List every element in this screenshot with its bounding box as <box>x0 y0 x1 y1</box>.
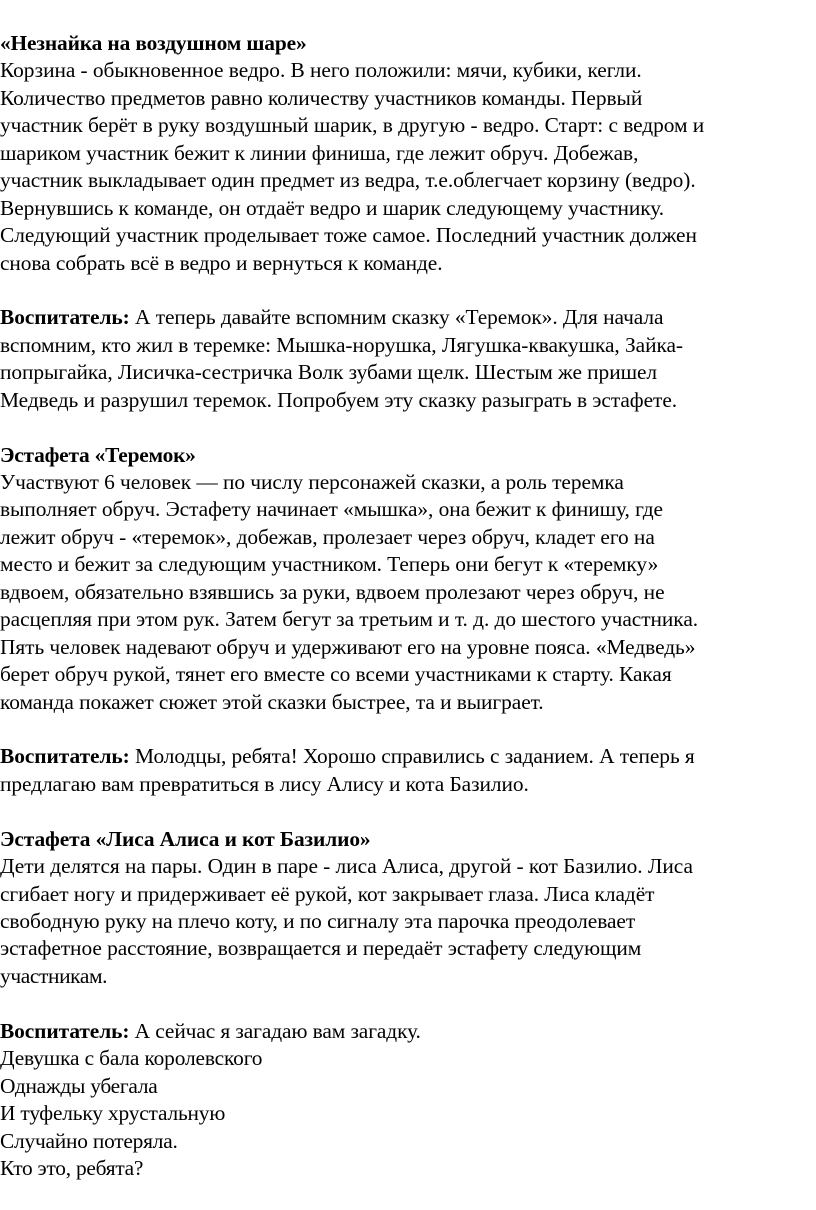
section-heading-neznayka: «Незнайка на воздушном шаре» <box>0 31 307 55</box>
riddle-line: Случайно потеряла. <box>0 1128 178 1153</box>
speaker-label: Воспитатель: <box>0 1018 130 1043</box>
paragraph-line: шариком участник бежит к линии финиша, где лежит обруч. Добежав, <box>0 140 639 165</box>
paragraph-line: Пять человек надевают обруч и удерживают его на уровне пояса. «Медведь» <box>0 634 696 659</box>
riddle-line: Девушка с бала королевского <box>0 1046 263 1071</box>
paragraph-line: Корзина - обыкновенное ведро. В него положили: мячи, кубики, кегли. <box>0 58 642 83</box>
paragraph-line: место и бежит за следующим участником. Теперь они бегут к «теремку» <box>0 552 659 577</box>
riddle-line: И туфельку хрустальную <box>0 1101 226 1126</box>
section-heading-teremok: Эстафета «Теремок» <box>0 442 196 467</box>
paragraph-line: вспомним, кто жил в теремке: Мышка-норушка, Лягушка-квакушка, Зайка- <box>0 332 683 357</box>
paragraph-line: попрыгайка, Лисичка-сестричка Волк зубами щелк. Шестым же пришел <box>0 360 658 385</box>
paragraph-spacer <box>0 414 816 441</box>
paragraph-line: команда покажет сюжет этой сказки быстрее, та и выиграет. <box>0 689 544 714</box>
paragraph-line: эстафетное расстояние, возвращается и передаёт эстафету следующим <box>0 936 642 961</box>
paragraph-line: выполняет обруч. Эстафету начинает «мышка», она бежит к финишу, где <box>0 497 663 522</box>
paragraph-line: свободную руку на плечо коту, и по сигналу эта парочка преодолевает <box>0 909 636 933</box>
paragraph-line: Дети делятся на пары. Один в паре - лиса Алиса, другой - кот Базилио. Лиса <box>0 854 693 879</box>
speaker-line <box>0 1018 816 1045</box>
paragraph-spacer <box>0 277 816 304</box>
paragraph-spacer <box>0 716 816 743</box>
paragraph-line: участникам. <box>0 963 108 988</box>
speaker-text: А теперь давайте вспомним сказку «Теремок». Для начала <box>129 305 664 330</box>
speaker-label: Воспитатель: <box>0 744 130 769</box>
speaker-label: Воспитатель: <box>0 305 130 330</box>
paragraph-spacer <box>0 798 816 825</box>
speaker-line <box>0 304 816 331</box>
paragraph-line: Участвуют 6 человек — по числу персонажей сказки, а роль теремка <box>0 470 624 494</box>
paragraph-line: участник берёт в руку воздушный шарик, в другую - ведро. Старт: с ведром и <box>0 113 705 138</box>
paragraph-line: Медведь и разрушил теремок. Попробуем эту сказку разыграть в эстафете. <box>0 387 678 412</box>
paragraph-line: Следующий участник проделывает тоже самое. Последний участник должен <box>0 223 697 248</box>
paragraph-line: предлагаю вам превратиться в лису Алису и кота Базилио. <box>0 771 529 796</box>
speaker-line <box>0 743 816 770</box>
section-heading-lisa-alisa: Эстафета «Лиса Алиса и кот Базилио» <box>0 826 371 851</box>
paragraph-line: снова собрать всё в ведро и вернуться к команде. <box>0 250 443 275</box>
riddle-question: Кто это, ребята? <box>0 1155 144 1180</box>
paragraph-line: вдвоем, обязательно взявшись за руки, вдвоем пролезают через обруч, не <box>0 579 665 604</box>
paragraph-spacer <box>0 990 816 1017</box>
paragraph-line: участник выкладывает один предмет из ведра, т.е.облегчает корзину (ведро). <box>0 168 696 193</box>
paragraph-line: Количество предметов равно количеству участников команды. Первый <box>0 85 643 110</box>
riddle-line: Однажды убегала <box>0 1073 158 1098</box>
paragraph-line: лежит обруч - «теремок», добежав, пролезает через обруч, кладет его на <box>0 524 655 549</box>
paragraph-line: расцепляя при этом рук. Затем бегут за третьим и т. д. до шестого участника. <box>0 607 699 632</box>
speaker-text: Молодцы, ребята! Хорошо справились с заданием. А теперь я <box>129 744 695 769</box>
speaker-text: А сейчас я загадаю вам загадку. <box>129 1018 421 1043</box>
paragraph-line: берет обруч рукой, тянет его вместе со всеми участниками к старту. Какая <box>0 662 672 687</box>
paragraph-line: сгибает ногу и придерживает её рукой, кот закрывает глаза. Лиса кладёт <box>0 881 655 906</box>
paragraph-line: Вернувшись к команде, он отдаёт ведро и шарик следующему участнику. <box>0 195 665 220</box>
